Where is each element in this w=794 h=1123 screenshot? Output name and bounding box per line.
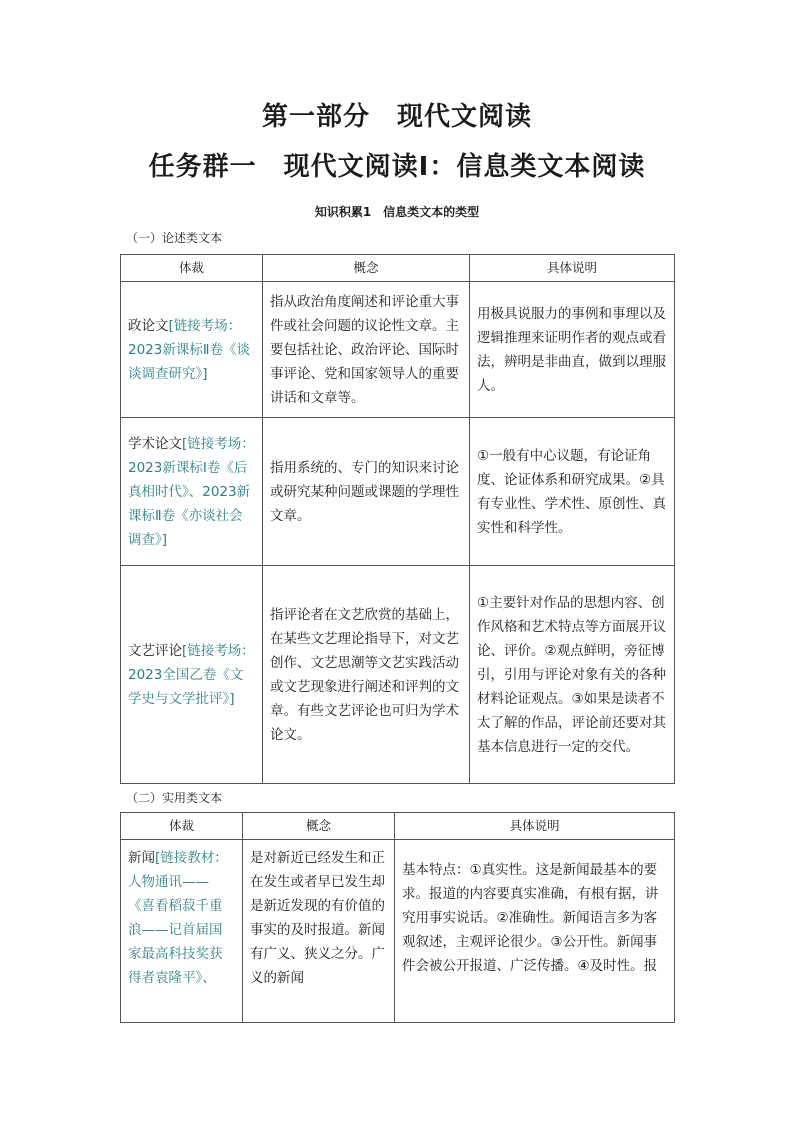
table-header-row: [121, 255, 675, 282]
column-header-concept: 概念: [243, 813, 395, 840]
column-header-genre: 体裁: [121, 813, 243, 840]
knowledge-subtitle: 知识积累1 信息类文本的类型: [314, 205, 480, 219]
genre-cell: [121, 840, 243, 1023]
genre-cell: [121, 566, 263, 784]
concept-cell: 指评论者在文艺欣赏的基础上，在某些文艺理论指导下，对文艺创作、文艺思潮等文艺实践活动或文艺现象进行阐述和评判的文章。有些文艺评论也可归为学术论文。: [263, 566, 470, 784]
detail-cell: [395, 840, 675, 1023]
concept-text: 是对新近已经发生和正在发生或者早已发生却是新近发现的有价值的事实的及时报道。新闻有广义、狭义之分。广义的新闻: [250, 850, 385, 986]
genre-name: 新闻: [128, 850, 155, 866]
detail-cell: ①主要针对作品的思想内容、创作风格和艺术特点等方面展开议论、评价。②观点鲜明，旁征博引，引用与评论对象有关的各种材料论证观点。③如果是读者不太了解的作品，评论前还要对其基本信息进行一定的交代。: [470, 566, 675, 784]
exam-link[interactable]: [链接考场：2023新课标Ⅱ卷《谈谈调查研究》]: [128, 317, 251, 382]
exam-link[interactable]: [链接考场：2023新课标Ⅰ卷《后真相时代》、2023新课标Ⅱ卷《亦谈社会调查》]: [128, 435, 255, 548]
genre-cell: [121, 282, 263, 418]
argumentative-text-table: [120, 254, 675, 784]
concept-cell: [243, 840, 395, 1023]
section-label-argumentative: （一）论述类文本: [126, 231, 223, 245]
exam-link[interactable]: [链接考场：2023全国乙卷《文学史与文学批评》]: [128, 642, 255, 707]
genre-name: 学术论文: [128, 435, 182, 452]
detail-cell: ①一般有中心议题，有论证角度、论证体系和研究成果。②具有专业性、学术性、原创性、真实性和科学性。: [470, 418, 675, 566]
genre-name: 政论文: [128, 317, 169, 334]
table-row: [121, 282, 675, 418]
detail-text: ①真实性。这是新闻最基本的要求。报道的内容要真实准确，有根有据，讲究用事实说话。②准确性。新闻语言多为客观叙述，主观评论很少。③公开性。新闻事件会被公开报道、广泛传播。④及时性。报: [402, 862, 659, 974]
concept-cell: 指用系统的、专门的知识来讨论或研究某种问题或课题的学理性文章。: [263, 418, 470, 566]
genre-name: 文艺评论: [128, 642, 182, 659]
basic-features-label: 基本特点：: [402, 862, 470, 878]
textbook-link[interactable]: [链接教材：人物通讯——《喜看稻菽千重浪——记首届国家最高科技奖获得者袁隆平》、: [128, 850, 228, 986]
practical-text-table: [120, 812, 675, 1023]
table-row: [121, 840, 675, 1023]
table-header-row: [121, 813, 675, 840]
task-group-title: 任务群一 现代文阅读Ⅰ：信息类文本阅读: [148, 152, 646, 182]
column-header-genre: 体裁: [121, 255, 263, 282]
section-label-practical: （二）实用类文本: [126, 791, 223, 805]
table-row: [121, 566, 675, 784]
part-title: 第一部分 现代文阅读: [261, 102, 532, 132]
column-header-concept: 概念: [263, 255, 470, 282]
column-header-detail: 具体说明: [395, 813, 675, 840]
table-row: [121, 418, 675, 566]
concept-cell: 指从政治角度阐述和评论重大事件或社会问题的议论性文章。主要包括社论、政治评论、国际时事评论、党和国家领导人的重要讲话和文章等。: [263, 282, 470, 418]
genre-cell: [121, 418, 263, 566]
column-header-detail: 具体说明: [470, 255, 675, 282]
detail-cell: 用极具说服力的事例和事理以及逻辑推理来证明作者的观点或看法，辨明是非曲直，做到以理服人。: [470, 282, 675, 418]
